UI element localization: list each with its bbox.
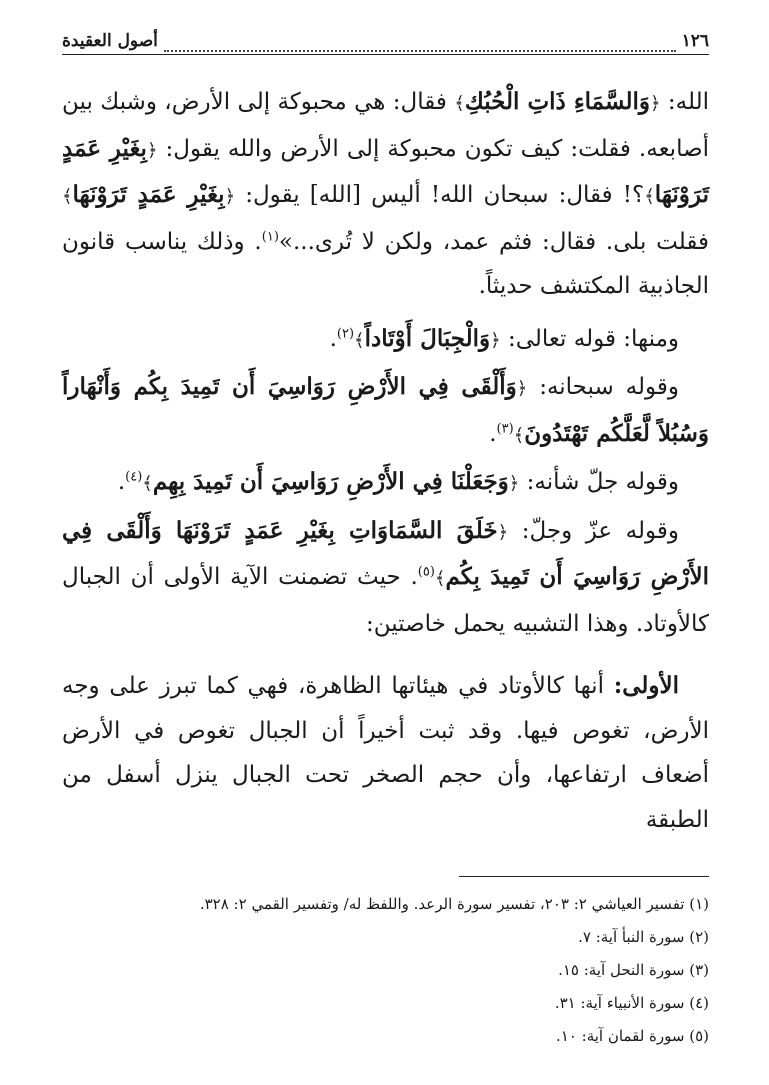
text-run: أنها كالأوتاد في هيئاتها الظاهرة، فهي كما تبرز على وجه الأرض، تغوص فيها. وقد ثبت أخيراً أن الجبال تغوص في الأرض أضعاف ارتفاعها، وأن حجم الصخر تحت الجبال ينزل أسفل من الطبقة — [62, 673, 709, 833]
quran-bracket-close: ﴾ — [454, 93, 465, 114]
footnote-1: (١) تفسير العياشي ٢: ٢٠٣، تفسير سورة الرعد. واللفظ له/ وتفسير القمي ٢: ٣٢٨. — [199, 895, 709, 913]
text-run: . — [329, 325, 337, 352]
paragraph-3 — [62, 365, 709, 458]
footnote-ref[interactable]: (٢) — [336, 325, 355, 341]
quran-verse: وَالْجِبَالَ أَوْتَاداً — [364, 324, 491, 352]
quran-verse: وَأَلْقَى فِي الأَرْضِ رَوَاسِيَ أَن تَمِيدَ بِكُم وَأَنْهَاراً وَسُبُلاً لَّعَلَّكُم تَهْتَدُونَ — [62, 373, 709, 447]
text-run: وقوله سبحانه: — [527, 374, 679, 400]
quran-bracket-open: ﴿ — [649, 93, 661, 114]
text-run: . — [117, 469, 126, 495]
page-number: ١٢٦ — [681, 31, 709, 51]
book-title: أصول العقيدة — [62, 31, 158, 51]
footnote-ref[interactable]: (١) — [261, 228, 279, 244]
paragraph-1 — [62, 80, 709, 309]
quran-bracket-open: ﴿ — [497, 521, 509, 543]
main-text — [62, 80, 709, 842]
paragraph-5 — [62, 509, 709, 647]
quran-bracket-close: ﴾ — [354, 329, 365, 351]
text-run: وقوله جلّ شأنه: — [519, 469, 679, 495]
quran-bracket-open: ﴿ — [516, 378, 528, 399]
footnote-ref[interactable]: (٥) — [417, 564, 435, 580]
text-run: ؟! فقال: سبحان الله! أليس [الله] يقول: — [235, 182, 645, 208]
paragraph-4 — [62, 460, 709, 507]
footnote-5: (٥) سورة لقمان آية: ١٠. — [555, 1027, 709, 1045]
text-run: فقال: هي محبوكة إلى الأرض، وشبك بين أصابعه. فقلت: كيف تكون محبوكة إلى الأرض والله يقول: — [62, 89, 710, 162]
quran-verse: بِغَيْرِ عَمَدٍ تَرَوْنَهَا — [72, 181, 225, 208]
quran-bracket-close: ﴾ — [434, 568, 446, 589]
text-run: . وذلك يناسب قانون الجاذبية المكتشف حديثاً. — [62, 228, 709, 299]
text-run: . حيث تضمنت الآية الأولى أن الجبال كالأوتاد. وهذا التشبيه يحمل خاصتين: — [62, 564, 709, 637]
quran-bracket-close: ﴾ — [513, 424, 525, 446]
footnote-ref[interactable]: (٣) — [496, 420, 514, 436]
text-run: الله: — [660, 89, 710, 115]
quran-bracket-open: ﴿ — [224, 186, 236, 207]
footnotes — [62, 888, 709, 1053]
footnote-2: (٢) سورة النبأ آية: ٧. — [578, 928, 709, 946]
quran-verse: وَجَعَلْنَا فِي الأَرْضِ رَوَاسِيَ أَن تَمِيدَ بِهِم — [152, 468, 509, 495]
quran-bracket-close: ﴾ — [142, 473, 153, 494]
header-dot-leader — [164, 38, 676, 52]
quran-bracket-open: ﴿ — [490, 329, 501, 351]
footnote-3: (٣) سورة النحل آية: ١٥. — [558, 961, 709, 979]
point-heading: الأولى: — [613, 672, 679, 699]
footnote-ref[interactable]: (٤) — [125, 469, 143, 485]
text-run: . — [489, 420, 497, 447]
quran-bracket-open: ﴿ — [508, 473, 520, 494]
quran-bracket-close: ﴾ — [644, 186, 655, 207]
quran-bracket-open: ﴿ — [146, 139, 158, 161]
paragraph-2 — [62, 317, 709, 364]
footnote-4: (٤) سورة الأنبياء آية: ٣١. — [554, 994, 709, 1012]
text-run: ومنها: قوله تعالى: — [500, 325, 679, 352]
quran-bracket-close: ﴾ — [62, 186, 73, 207]
quran-verse: بِغَيْرِ عَمَدٍ تَرَوْنَهَا — [62, 134, 709, 208]
text-run: فقلت بلى. فقال: فثم عمد، ولكن لا تُرى...» — [278, 228, 709, 255]
quran-verse: وَالسَّمَاءِ ذَاتِ الْحُبُكِ — [464, 88, 650, 115]
footnote-divider — [459, 876, 709, 877]
running-header — [62, 30, 709, 55]
paragraph-6 — [62, 664, 709, 842]
text-run: وقوله عزّ وجلّ: — [508, 517, 679, 544]
quran-verse: خَلَقَ السَّمَاوَاتِ بِغَيْرِ عَمَدٍ تَرَوْنَهَا وَأَلْقَى فِي الأَرْضِ رَوَاسِيَ أَن تَمِيدَ بِكُم — [62, 516, 709, 590]
